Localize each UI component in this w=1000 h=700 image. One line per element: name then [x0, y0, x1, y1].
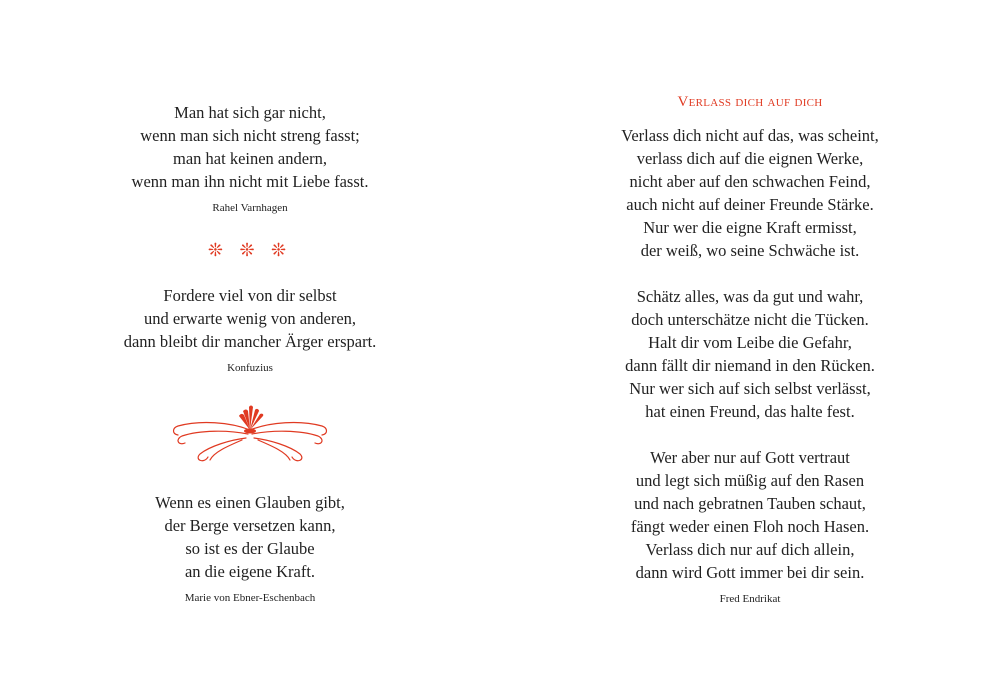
poem-line: Wer aber nur auf Gott vertraut	[650, 448, 850, 467]
quote-line: wenn man sich nicht streng fasst;	[140, 126, 360, 145]
poem-line: dann fällt dir niemand in den Rücken.	[625, 356, 875, 375]
poem-line: Nur wer die eigne Kraft ermisst,	[643, 218, 857, 237]
quote-line: Wenn es einen Glauben gibt,	[155, 493, 345, 512]
quote-line: wenn man ihn nicht mit Liebe fasst.	[131, 172, 369, 191]
right-page	[500, 0, 1000, 700]
quote-line: und erwarte wenig von anderen,	[143, 309, 357, 328]
poem-line: Verlass dich nicht auf das, was scheint,	[621, 126, 879, 145]
stanza-gap	[500, 262, 1000, 285]
quote-line: dann bleibt dir mancher Ärger erspart.	[123, 332, 377, 351]
poem-line: Nur wer sich auf sich selbst verlässt,	[629, 379, 871, 398]
quote-line: der Berge versetzen kann,	[164, 516, 336, 535]
poem-line: und nach gebratnen Tauben schaut,	[634, 494, 866, 513]
poem-body	[500, 124, 1000, 606]
quote-ebner-eschenbach	[0, 491, 500, 605]
poem-line: dann wird Gott immer bei dir sein.	[635, 563, 865, 582]
stanza-gap	[500, 423, 1000, 446]
quote-line: so ist es der Glaube	[185, 539, 315, 558]
poem-line: verlass dich auf die eignen Werke,	[636, 149, 864, 168]
poem-line: auch nicht auf deiner Freunde Stärke.	[626, 195, 874, 214]
star-divider-icon: ❊ ❊ ❊	[207, 240, 293, 260]
quote-line: Fordere viel von dir selbst	[163, 286, 337, 305]
poem-line: der weiß, wo seine Schwäche ist.	[640, 241, 860, 260]
poem-line: und legt sich müßig auf den Rasen	[635, 471, 865, 490]
quote-line: man hat keinen andern,	[173, 149, 327, 168]
flourish-ornament-icon	[170, 400, 330, 470]
poem-line: fängt weder einen Floh noch Hasen.	[630, 517, 870, 536]
quote-line: Man hat sich gar nicht,	[174, 103, 326, 122]
poem-line: doch unterschätze nicht die Tücken.	[631, 310, 869, 329]
poem-title: Verlass dich auf dich	[677, 94, 823, 110]
quote-author: Marie von Ebner-Eschenbach	[184, 592, 316, 604]
quote-author: Konfuzius	[227, 362, 273, 374]
quote-line: an die eigene Kraft.	[184, 562, 316, 581]
quote-author: Rahel Varnhagen	[212, 202, 288, 214]
quote-konfuzius	[0, 284, 500, 375]
poem-line: Verlass dich nur auf dich allein,	[645, 540, 855, 559]
poem-line: Halt dir vom Leibe die Gefahr,	[648, 333, 852, 352]
poem-line: nicht aber auf den schwachen Feind,	[629, 172, 871, 191]
quote-varnhagen	[0, 101, 500, 215]
poem-line: hat einen Freund, das halte fest.	[645, 402, 855, 421]
poem-line: Schätz alles, was da gut und wahr,	[636, 287, 864, 306]
poem-author: Fred Endrikat	[719, 593, 781, 605]
